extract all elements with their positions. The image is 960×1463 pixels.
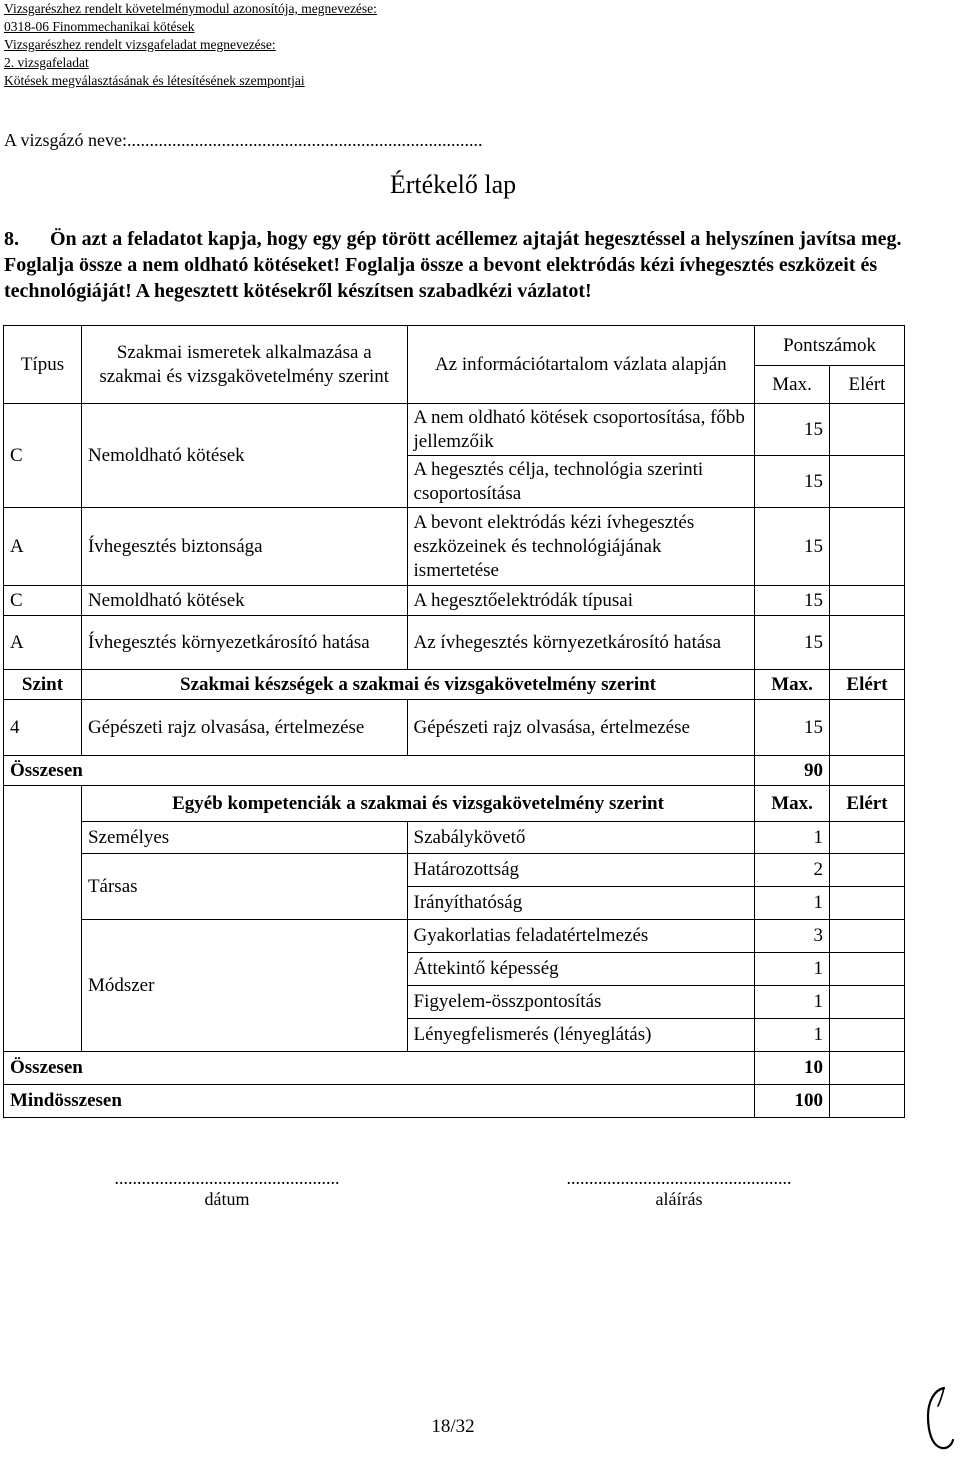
date-block <box>82 1168 372 1210</box>
topic-cell: Ívhegesztés biztonsága <box>81 508 407 586</box>
achieved-cell[interactable] <box>830 456 905 508</box>
date-label: dátum <box>204 1189 250 1209</box>
max-cell: 15 <box>755 616 830 670</box>
skills-header-title: Szakmai készségek a szakmai és vizsgakövetelmény szerint <box>81 670 754 700</box>
achieved-cell[interactable] <box>830 887 905 920</box>
subtotal-value: 90 <box>755 756 830 786</box>
header-line: Vizsgarészhez rendelt követelménymodul azonosítója, megnevezése: <box>4 1 377 16</box>
max-cell: 1 <box>755 822 830 854</box>
other-header-title: Egyéb kompetenciák a szakmai és vizsgakövetelmény szerint <box>81 786 754 822</box>
page-number: 18/32 <box>431 1416 475 1437</box>
page-title: Értékelő lap <box>389 170 517 199</box>
type-cell: C <box>4 404 82 508</box>
content-cell: A nem oldható kötések csoportosítása, főbb jellemzőik <box>407 404 755 456</box>
col-header-achieved: Elért <box>830 366 905 404</box>
header-line: 0318-06 Finommechanikai kötések <box>4 19 195 34</box>
max-cell: 1 <box>755 887 830 920</box>
achieved-cell[interactable] <box>830 508 905 586</box>
candidate-name-line: A vizsgázó neve:............................................................................... <box>4 130 483 150</box>
task-description <box>4 226 904 304</box>
skills-header-level: Szint <box>4 670 82 700</box>
handwritten-mark-icon <box>920 1382 956 1454</box>
max-cell: 15 <box>755 700 830 756</box>
topic-cell: Ívhegesztés környezetkárosító hatása <box>81 616 407 670</box>
col-header-max: Max. <box>755 366 830 404</box>
page-header <box>4 0 377 90</box>
grand-total-label: Mindösszesen <box>4 1085 755 1118</box>
achieved-cell[interactable] <box>830 920 905 953</box>
achieved-cell[interactable] <box>830 854 905 887</box>
grand-total-achieved[interactable] <box>830 1085 905 1118</box>
competence-cell: Irányíthatóság <box>407 887 755 920</box>
competence-cell: Lényegfelismerés (lényeglátás) <box>407 1019 755 1052</box>
col-header-content: Az információtartalom vázlata alapján <box>407 326 755 404</box>
achieved-cell[interactable] <box>830 586 905 616</box>
max-cell: 15 <box>755 508 830 586</box>
skill-content-cell: Gépészeti rajz olvasása, értelmezése <box>407 700 755 756</box>
content-cell: Az ívhegesztés környezetkárosító hatása <box>407 616 755 670</box>
skills-header-achieved: Elért <box>830 670 905 700</box>
topic-cell: Nemoldható kötések <box>81 586 407 616</box>
signature-label: aláírás <box>655 1189 703 1209</box>
group-cell: Társas <box>81 854 407 920</box>
group-cell: Módszer <box>81 920 407 1052</box>
competence-cell: Figyelem-összpontosítás <box>407 986 755 1019</box>
achieved-cell[interactable] <box>830 404 905 456</box>
topic-cell: Nemoldható kötések <box>81 404 407 508</box>
subtotal-achieved[interactable] <box>830 1052 905 1085</box>
competence-cell: Áttekintő képesség <box>407 953 755 986</box>
other-header-max: Max. <box>755 786 830 822</box>
achieved-cell[interactable] <box>830 822 905 854</box>
group-cell: Személyes <box>81 822 407 854</box>
other-empty-cell <box>4 786 82 1052</box>
max-cell: 1 <box>755 986 830 1019</box>
max-cell: 2 <box>755 854 830 887</box>
evaluation-table <box>3 325 905 1118</box>
competence-cell: Határozottság <box>407 854 755 887</box>
signature-line: .................................................. <box>566 1168 792 1188</box>
achieved-cell[interactable] <box>830 1019 905 1052</box>
col-header-type: Típus <box>4 326 82 404</box>
header-line: 2. vizsgafeladat <box>4 55 89 70</box>
achieved-cell[interactable] <box>830 986 905 1019</box>
content-cell: A hegesztés célja, technológia szerinti csoportosítása <box>407 456 755 508</box>
type-cell: A <box>4 616 82 670</box>
skills-header-max: Max. <box>755 670 830 700</box>
achieved-cell[interactable] <box>830 700 905 756</box>
subtotal-label: Összesen <box>4 756 755 786</box>
max-cell: 1 <box>755 953 830 986</box>
col-header-points: Pontszámok <box>755 326 905 366</box>
content-cell: A hegesztőelektródák típusai <box>407 586 755 616</box>
col-header-knowledge: Szakmai ismeretek alkalmazása a szakmai és vizsgakövetelmény szerint <box>81 326 407 404</box>
achieved-cell[interactable] <box>830 953 905 986</box>
skill-cell: Gépészeti rajz olvasása, értelmezése <box>81 700 407 756</box>
type-cell: A <box>4 508 82 586</box>
subtotal-label: Összesen <box>4 1052 755 1085</box>
max-cell: 3 <box>755 920 830 953</box>
task-text: Ön azt a feladatot kapja, hogy egy gép törött acéllemez ajtaját hegesztéssel a helyszínen javítsa meg. Foglalja össze a nem oldható kötéseket! Foglalja össze a bevont elektródás kézi ívhegesztés eszközeit és technológiáját! A hegesztett kötésekről készítsen szabadkézi vázlatot! <box>4 228 902 302</box>
subtotal-achieved[interactable] <box>830 756 905 786</box>
max-cell: 15 <box>755 456 830 508</box>
max-cell: 1 <box>755 1019 830 1052</box>
achieved-cell[interactable] <box>830 616 905 670</box>
competence-cell: Gyakorlatias feladatértelmezés <box>407 920 755 953</box>
header-line: Vizsgarészhez rendelt vizsgafeladat megnevezése: <box>4 37 276 52</box>
max-cell: 15 <box>755 586 830 616</box>
grand-total-value: 100 <box>755 1085 830 1118</box>
content-cell: A bevont elektródás kézi ívhegesztés eszközeinek és technológiájának ismertetése <box>407 508 755 586</box>
competence-cell: Szabálykövető <box>407 822 755 854</box>
subtotal-value: 10 <box>755 1052 830 1085</box>
type-cell: C <box>4 586 82 616</box>
signature-block <box>534 1168 824 1210</box>
other-header-achieved: Elért <box>830 786 905 822</box>
max-cell: 15 <box>755 404 830 456</box>
level-cell: 4 <box>4 700 82 756</box>
task-number: 8. <box>4 228 19 250</box>
header-line: Kötések megválasztásának és létesítésének szempontjai <box>4 73 305 88</box>
date-line: .................................................. <box>114 1168 340 1188</box>
